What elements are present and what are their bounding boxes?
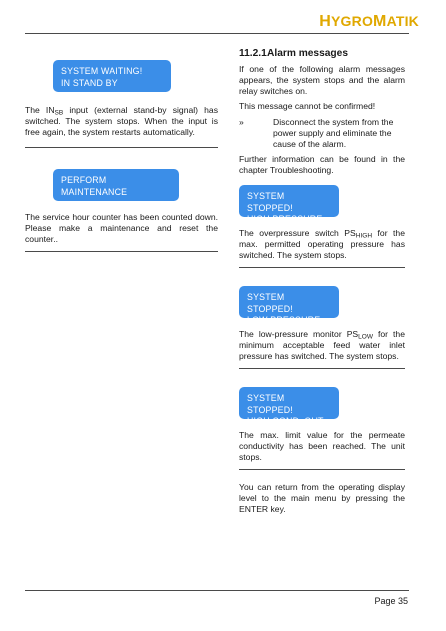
instruction-item bbox=[239, 117, 405, 150]
maintenance-description: The service hour counter has been counted down. Please make a maintenance and reset the counter.. bbox=[25, 212, 218, 244]
standby-description bbox=[25, 105, 218, 138]
display-line-2: HIGH COND. OUT bbox=[247, 416, 324, 426]
header-rule bbox=[25, 33, 409, 34]
display-standby bbox=[53, 60, 171, 92]
text-post: input (external stand-by signal) has switched. The system stops. When the input is free again, the system restarts automatically. bbox=[25, 105, 219, 137]
separator bbox=[25, 251, 218, 252]
display-line-1: SYSTEM STOPPED! bbox=[247, 191, 293, 213]
logo-part-1: H bbox=[319, 13, 331, 30]
footer-rule bbox=[25, 590, 409, 591]
separator bbox=[239, 368, 405, 369]
separator bbox=[239, 469, 405, 470]
section-number: 11.2.1 bbox=[239, 48, 267, 59]
text-sub: HIGH bbox=[355, 232, 373, 240]
display-line-2: LOW PRESSURE bbox=[247, 315, 321, 325]
display-line-2: HIGH PRESSURE bbox=[247, 214, 323, 224]
separator bbox=[25, 147, 218, 148]
display-line-1: SYSTEM WAITING! bbox=[61, 66, 143, 76]
hygromatik-logo bbox=[319, 13, 419, 31]
display-line-2: IN STAND BY bbox=[61, 77, 118, 88]
high-pressure-description bbox=[239, 228, 405, 261]
logo-part-2: YGRO bbox=[331, 13, 374, 29]
further-info-paragraph: Further information can be found in the chapter Troubleshooting. bbox=[239, 154, 405, 175]
text-pre: The IN bbox=[25, 105, 55, 115]
section-title: Alarm messages bbox=[267, 48, 348, 59]
intro-paragraph: If one of the following alarm messages appears, the system stops and the alarm relay switches on. bbox=[239, 64, 405, 96]
low-pressure-description bbox=[239, 329, 405, 362]
display-maintenance bbox=[53, 169, 179, 201]
bullet-mark: » bbox=[239, 117, 244, 127]
display-line-1: SYSTEM STOPPED! bbox=[247, 393, 293, 415]
display-low-pressure bbox=[239, 286, 339, 325]
separator bbox=[239, 267, 405, 268]
right-column bbox=[239, 47, 405, 515]
text-pre: The low-pressure monitor PS bbox=[239, 329, 359, 339]
text-sub: LOW bbox=[358, 333, 373, 341]
text-sub: SB bbox=[54, 109, 64, 117]
note-paragraph: This message cannot be confirmed! bbox=[239, 101, 376, 111]
left-column bbox=[25, 60, 218, 252]
logo-part-4: ATIK bbox=[386, 13, 419, 29]
display-line-1: PERFORM bbox=[61, 175, 107, 185]
display-high-pressure bbox=[239, 185, 339, 224]
display-line-2: MAINTENANCE bbox=[61, 186, 128, 197]
return-instructions: You can return from the operating display level to the main menu by pressing the ENTER key. bbox=[239, 482, 405, 514]
bullet-text: Disconnect the system from the power supply and eliminate the cause of the alarm. bbox=[273, 117, 394, 149]
text-pre: The overpressure switch PS bbox=[239, 228, 356, 238]
display-high-conductivity bbox=[239, 387, 339, 426]
text-post: for the max. permitted operating pressure has switched. The system stops. bbox=[239, 228, 405, 260]
page-number: Page 35 bbox=[374, 596, 408, 606]
display-line-1: SYSTEM STOPPED! bbox=[247, 292, 293, 314]
text-post: for the minimum acceptable feed water inlet pressure has switched. The system stops. bbox=[239, 329, 405, 361]
logo-part-3: M bbox=[373, 13, 387, 30]
section-heading bbox=[239, 47, 405, 60]
conductivity-description: The max. limit value for the permeate conductivity has been reached. The unit stops. bbox=[239, 430, 405, 462]
